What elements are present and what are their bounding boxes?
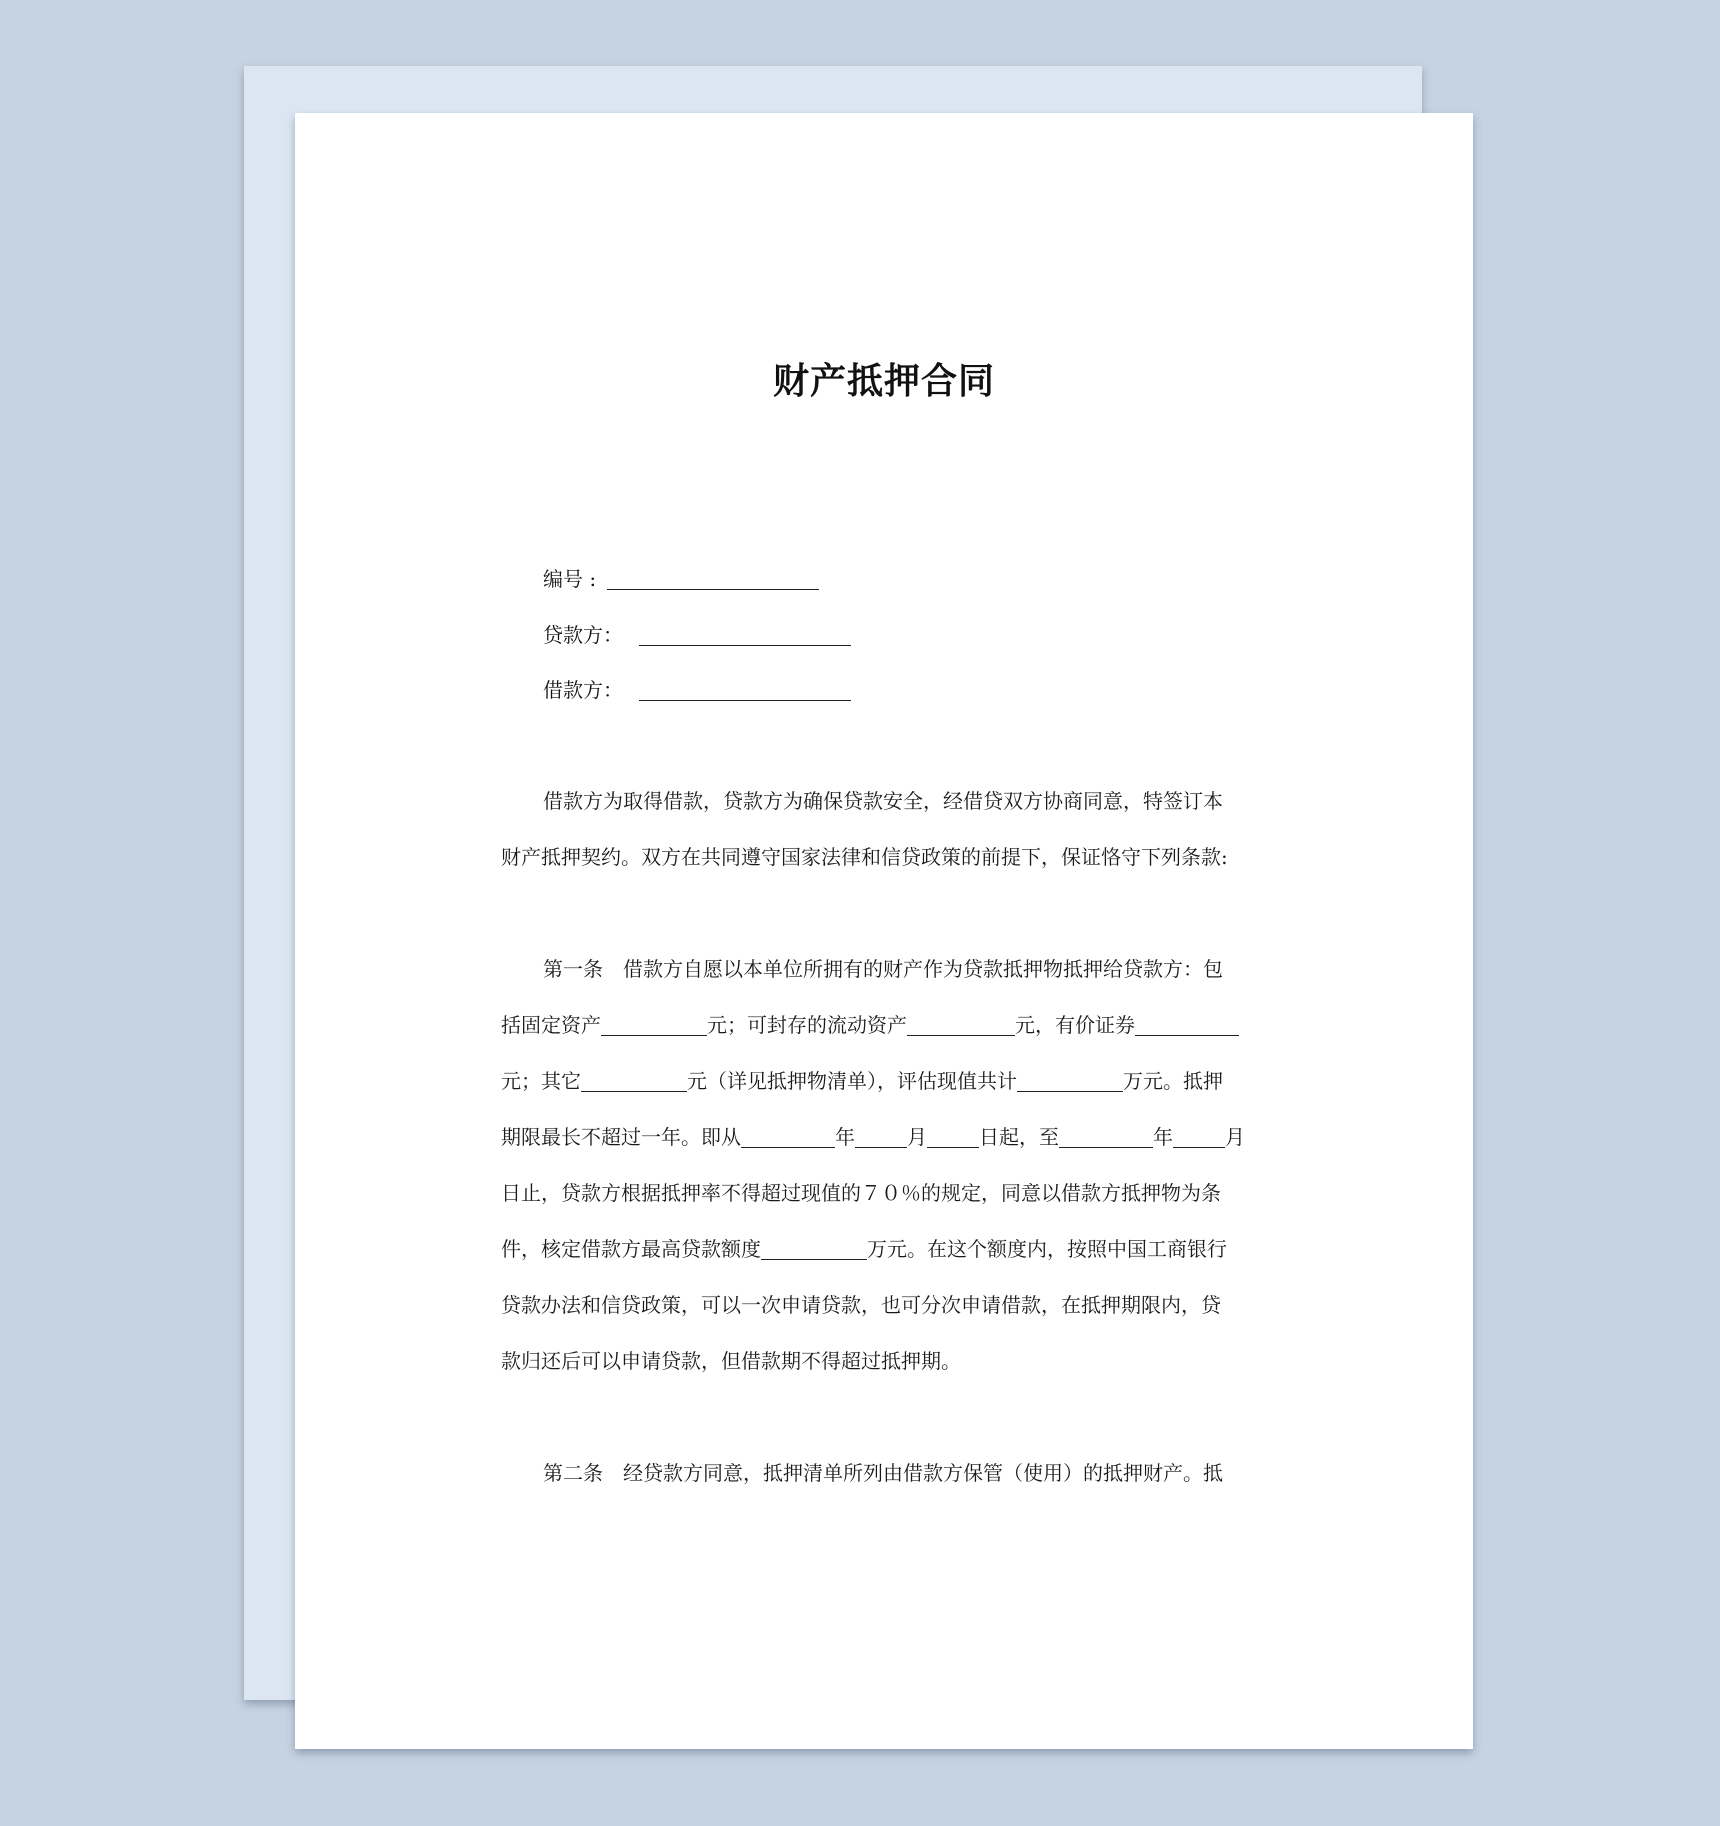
article1-line-5: 日止，贷款方根据抵押率不得超过现值的７０％的规定，同意以借款方抵押物为条 [501,1181,1221,1205]
end-month-blank[interactable] [1173,1127,1225,1148]
article1-line-4-c: 月 [907,1125,927,1149]
lender-field[interactable] [639,645,851,646]
fixed-assets-blank[interactable] [601,1015,707,1036]
article1-line-4 [501,1123,1245,1151]
article1-line-2-c: 元，有价证券 [1015,1013,1135,1037]
article1-line-4-d: 日起，至 [979,1125,1059,1149]
article1-line-3-a: 元；其它 [501,1069,581,1093]
article1-line-3 [501,1067,1223,1095]
start-day-blank[interactable] [927,1127,979,1148]
article1-line-4-e: 年 [1153,1125,1173,1149]
lender-label: 贷款方： [543,623,623,647]
borrower-field[interactable] [639,700,851,701]
current-assets-blank[interactable] [907,1015,1015,1036]
article1-line-8: 款归还后可以申请贷款，但借款期不得超过抵押期。 [501,1349,961,1373]
end-year-blank[interactable] [1059,1127,1153,1148]
article1-line-6 [501,1235,1227,1263]
article1-line-4-f: 月 [1225,1125,1245,1149]
article1-line-2-a: 括固定资产 [501,1013,601,1037]
article1-line-1: 第一条 借款方自愿以本单位所拥有的财产作为贷款抵押物抵押给贷款方：包 [543,957,1223,981]
other-assets-blank[interactable] [581,1071,687,1092]
article2-line-1: 第二条 经贷款方同意，抵押清单所列由借款方保管（使用）的抵押财产。抵 [543,1461,1223,1485]
article1-line-7: 贷款办法和信贷政策，可以一次申请贷款，也可分次申请借款，在抵押期限内，贷 [501,1293,1221,1317]
start-year-blank[interactable] [741,1127,835,1148]
article1-line-4-a: 期限最长不超过一年。即从 [501,1125,741,1149]
number-label: 编号 : [543,567,597,591]
article1-line-2 [501,1011,1239,1039]
intro-line-2: 财产抵押契约。双方在共同遵守国家法律和信贷政策的前提下，保证恪守下列条款: [501,845,1228,869]
borrower-label: 借款方： [543,678,623,702]
article1-line-3-c: 万元。抵押 [1123,1069,1223,1093]
assessed-value-blank[interactable] [1017,1071,1123,1092]
article1-line-3-b: 元（详见抵押物清单），评估现值共计 [687,1069,1017,1093]
article1-line-4-b: 年 [835,1125,855,1149]
start-month-blank[interactable] [855,1127,907,1148]
document-title: 财产抵押合同 [772,361,995,402]
number-field[interactable] [607,589,819,590]
article1-line-6-b: 万元。在这个额度内，按照中国工商银行 [867,1237,1227,1261]
article1-line-6-a: 件，核定借款方最高贷款额度 [501,1237,761,1261]
article1-line-2-b: 元；可封存的流动资产 [707,1013,907,1037]
intro-line-1: 借款方为取得借款，贷款方为确保贷款安全，经借贷双方协商同意，特签订本 [543,789,1223,813]
max-loan-blank[interactable] [761,1239,867,1260]
securities-blank[interactable] [1135,1015,1239,1036]
document-page [295,113,1473,1749]
